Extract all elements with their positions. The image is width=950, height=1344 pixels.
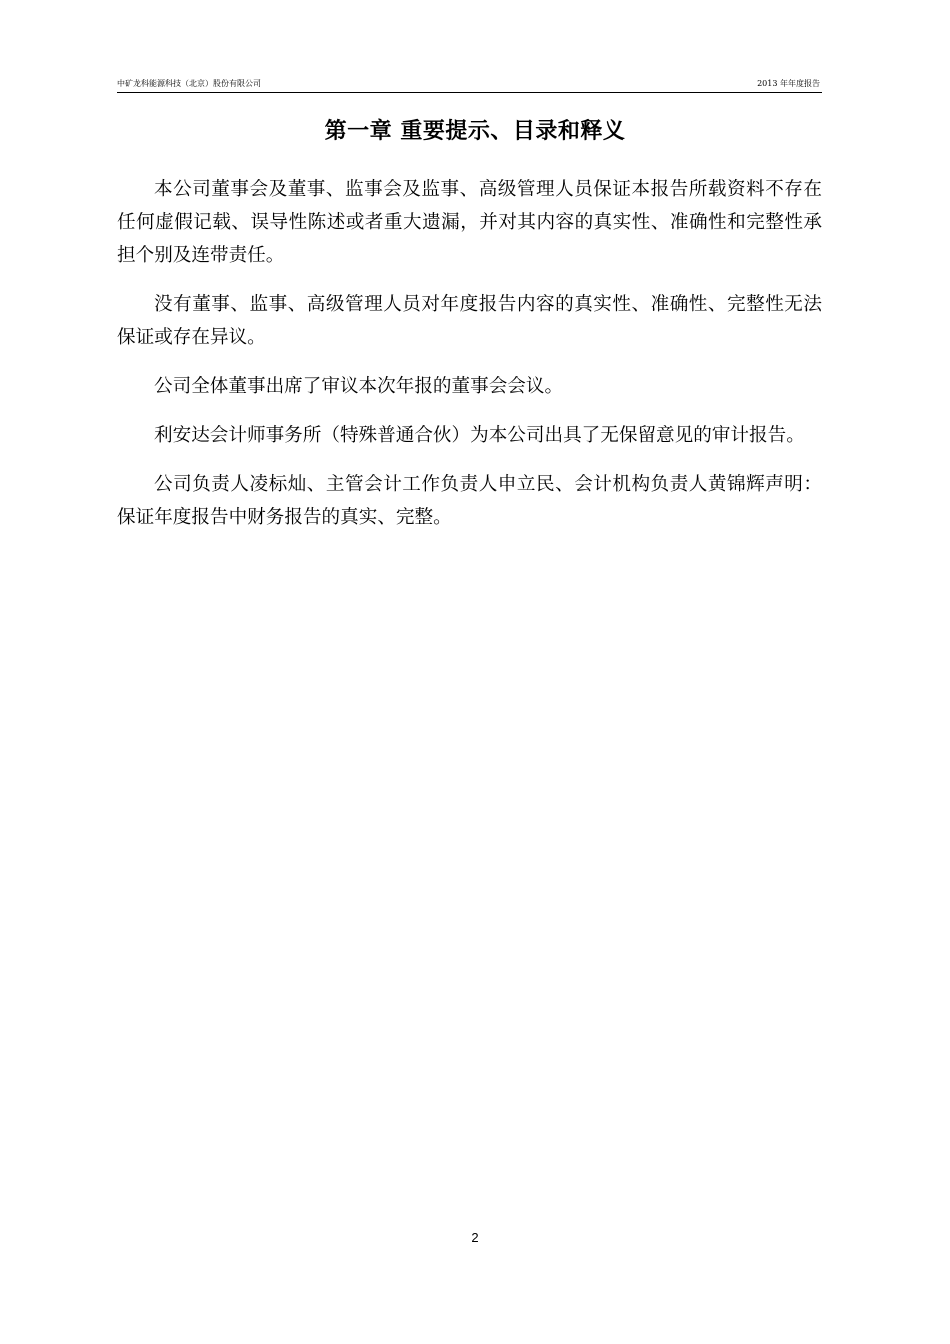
paragraph-no-objection: 没有董事、监事、高级管理人员对年度报告内容的真实性、准确性、完整性无法保证或存在异议。 — [117, 294, 822, 348]
page-header — [117, 74, 822, 93]
page-number: 2 — [471, 1230, 479, 1245]
document-body — [117, 173, 822, 550]
paragraph-financial-declaration: 公司负责人凌标灿、主管会计工作负责人申立民、会计机构负责人黄锦辉声明：保证年度报告中财务报告的真实、完整。 — [117, 474, 822, 528]
paragraph-responsibility-statement: 本公司董事会及董事、监事会及监事、高级管理人员保证本报告所载资料不存在任何虚假记载、误导性陈述或者重大遗漏，并对其内容的真实性、准确性和完整性承担个别及连带责任。 — [117, 179, 822, 266]
header-company-name: 中矿龙科能源科技（北京）股份有限公司 — [117, 79, 261, 88]
chapter-title: 第一章 重要提示、目录和释义 — [324, 119, 626, 144]
header-report-title: 2013 年年度报告 — [757, 79, 820, 88]
paragraph-audit-opinion: 利安达会计师事务所（特殊普通合伙）为本公司出具了无保留意见的审计报告。 — [154, 425, 805, 446]
paragraph-board-attendance: 公司全体董事出席了审议本次年报的董事会会议。 — [154, 376, 564, 397]
